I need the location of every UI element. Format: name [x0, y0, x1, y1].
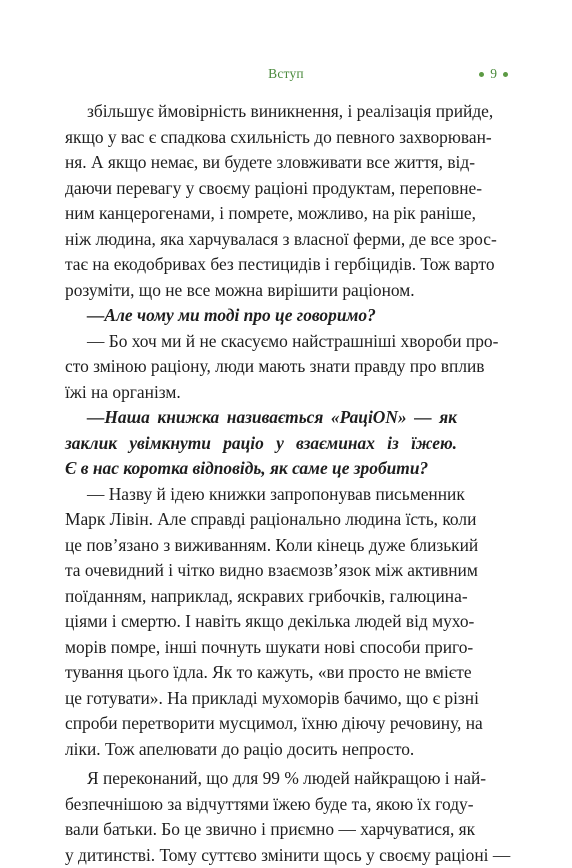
paragraph [65, 766, 457, 868]
text-line: даючи перевагу у своєму раціоні продуктам, переповне- [65, 176, 457, 202]
text-line: їжі на організм. [65, 380, 457, 406]
running-header [0, 66, 572, 86]
paragraph [65, 329, 457, 406]
bullet-dot-icon [479, 72, 484, 77]
text-line: Марк Лівін. Але справді раціонально людина їсть, коли [65, 507, 457, 533]
body-text [65, 99, 457, 868]
text-line: Я переконаний, що для 99 % людей найкращою і най- [65, 766, 457, 792]
text-line: розуміти, що не все можна вирішити раціоном. [65, 278, 457, 304]
text-line: заклик увімкнути раціо у взаєминах із їжею. [65, 431, 457, 457]
text-line: —Але чому ми тоді про це говоримо? [65, 303, 457, 329]
text-line: — Назву й ідею книжки запропонував письменник [65, 482, 457, 508]
text-line: це готувати». На прикладі мухоморів бачимо, що є різні [65, 686, 457, 712]
text-line: ціями і смертю. І навіть якщо декілька людей від мухо- [65, 609, 457, 635]
bullet-dot-icon [503, 72, 508, 77]
text-line: —Наша книжка називається «РаціON» — як [65, 405, 457, 431]
interview-question [65, 303, 457, 329]
text-line: ня. А якщо немає, ви будете зловживати все життя, від- [65, 150, 457, 176]
text-line: поїданням, наприклад, яскравих грибочків, галюцина- [65, 584, 457, 610]
text-line: ліки. Тож апелювати до раціо досить непросто. [65, 737, 457, 763]
text-line: та очевидний і чітко видно взаємозв’язок між активним [65, 558, 457, 584]
text-line: збільшує ймовірність виникнення, і реалізація прийде, [65, 99, 457, 125]
page-number-block [479, 66, 508, 82]
interview-question [65, 405, 457, 482]
text-line: ніж людина, яка харчувалася з власної ферми, де все зрос- [65, 227, 457, 253]
text-line: вали батьки. Бо це звично і приємно — харчуватися, як [65, 817, 457, 843]
text-line: у дитинстві. Тому суттєво змінити щось у своєму раціоні — [65, 843, 457, 868]
text-line: тування цього їдла. Як то кажуть, «ви просто не вмієте [65, 660, 457, 686]
paragraph [65, 99, 457, 303]
text-line: тає на екодобривах без пестицидів і гербіцидів. Тож варто [65, 252, 457, 278]
text-line: якщо у вас є спадкова схильність до певного захворюван- [65, 125, 457, 151]
text-line: — Бо хоч ми й не скасуємо найстрашніші хвороби про- [65, 329, 457, 355]
text-line: це пов’язано з виживанням. Коли кінець дуже близький [65, 533, 457, 559]
text-line: ним канцерогенами, і помрете, можливо, на рік раніше, [65, 201, 457, 227]
paragraph [65, 482, 457, 763]
page-number: 9 [490, 66, 497, 82]
text-line: сто зміною раціону, люди мають знати правду про вплив [65, 354, 457, 380]
text-line: безпечнішою за відчуттями їжею буде та, якою їх году- [65, 792, 457, 818]
text-line: Є в нас коротка відповідь, як саме це зробити? [65, 456, 457, 482]
running-title: Вступ [0, 66, 572, 82]
text-line: спроби перетворити мусцимол, їхню діючу речовину, на [65, 711, 457, 737]
text-line: морів помре, інші почнуть шукати нові способи приго- [65, 635, 457, 661]
